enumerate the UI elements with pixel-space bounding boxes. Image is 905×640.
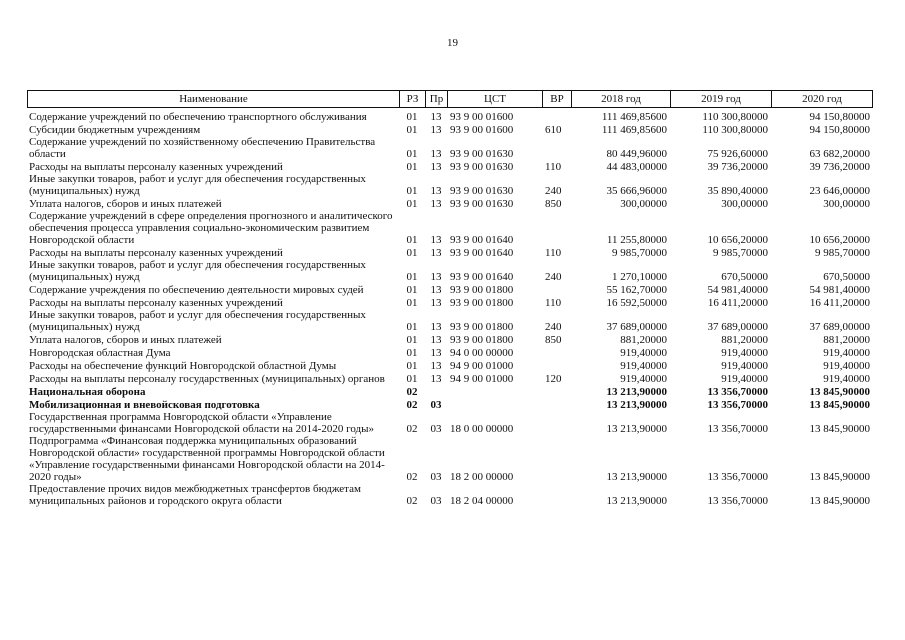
table-row (27, 411, 873, 435)
cell-cst: 93 9 00 01640 (450, 247, 514, 259)
cell-name: Расходы на обеспечение функций Новгородской областной Думы (29, 360, 337, 372)
cell-2020: 37 689,00000 (809, 321, 870, 333)
cell-name: Содержание учреждения по обеспечению деятельности мировых судей (29, 284, 364, 296)
cell-cst: 94 9 00 01000 (450, 373, 514, 385)
cell-cst: 93 9 00 01800 (450, 297, 514, 309)
table-row (27, 110, 873, 123)
cell-pr: 03 (430, 495, 442, 507)
page-number: 19 (447, 37, 458, 49)
cell-rz: 02 (406, 386, 418, 398)
cell-pr: 03 (430, 399, 442, 411)
cell-2020: 16 411,20000 (809, 297, 870, 309)
table-row (27, 173, 873, 197)
cell-2019: 300,00000 (721, 198, 768, 210)
cell-name: Содержание учреждений в сфере определения прогнозного и аналитического обеспечения процесса управления социально-экономическим развитием Новгородской области (29, 210, 393, 246)
cell-2020: 919,40000 (823, 373, 870, 385)
cell-pr: 13 (430, 334, 442, 346)
cell-2018: 9 985,70000 (612, 247, 667, 259)
cell-rz: 01 (406, 347, 418, 359)
cell-name: Иные закупки товаров, работ и услуг для обеспечения государственных (муниципальных) нужд (29, 173, 366, 197)
cell-cst: 94 9 00 01000 (450, 360, 514, 372)
header-name: Наименование (27, 91, 399, 107)
cell-2019: 13 356,70000 (707, 471, 768, 483)
cell-name: Расходы на выплаты персоналу казенных учреждений (29, 161, 283, 173)
header-2019: 2019 год (670, 91, 771, 107)
cell-2018: 37 689,00000 (606, 321, 667, 333)
cell-2019: 919,40000 (721, 360, 768, 372)
table-header-row (27, 90, 873, 108)
cell-2019: 881,20000 (721, 334, 768, 346)
table-row (27, 160, 873, 173)
cell-2019: 13 356,70000 (707, 495, 768, 507)
table-row (27, 246, 873, 259)
cell-pr: 13 (430, 297, 442, 309)
cell-vr: 110 (545, 297, 562, 309)
table-row (27, 483, 873, 507)
cell-2019: 670,50000 (721, 271, 768, 283)
cell-pr: 13 (430, 124, 442, 136)
cell-2020: 919,40000 (823, 360, 870, 372)
table-row (27, 372, 873, 385)
cell-name: Иные закупки товаров, работ и услуг для обеспечения государственных (муниципальных) нужд (29, 259, 366, 283)
cell-rz: 01 (406, 334, 418, 346)
budget-table (27, 90, 873, 507)
header-vr: ВР (542, 91, 571, 107)
cell-2020: 23 646,00000 (809, 185, 870, 197)
cell-cst: 93 9 00 01800 (450, 321, 514, 333)
cell-2018: 35 666,96000 (606, 185, 667, 197)
cell-cst: 93 9 00 01630 (450, 161, 514, 173)
cell-rz: 01 (406, 111, 418, 123)
cell-name: Расходы на выплаты персоналу государственных (муниципальных) органов (29, 373, 385, 385)
cell-rz: 01 (406, 360, 418, 372)
cell-2019: 919,40000 (721, 373, 768, 385)
cell-rz: 01 (406, 284, 418, 296)
cell-2019: 10 656,20000 (707, 234, 768, 246)
cell-2020: 10 656,20000 (809, 234, 870, 246)
cell-rz: 01 (406, 148, 418, 160)
cell-2018: 80 449,96000 (606, 148, 667, 160)
table-row (27, 259, 873, 283)
cell-name: Подпрограмма «Финансовая поддержка муниципальных образований Новгородской области» государственной программы Новгородской области «Управление государственными финансами Новгородской области на 2014-2020 годы» (29, 435, 385, 483)
cell-2019: 9 985,70000 (713, 247, 768, 259)
cell-name: Содержание учреждений по обеспечению транспортного обслуживания (29, 111, 367, 123)
cell-rz: 02 (406, 495, 418, 507)
table-row (27, 346, 873, 359)
table-row (27, 296, 873, 309)
cell-2018: 919,40000 (620, 373, 667, 385)
cell-name: Субсидии бюджетным учреждениям (29, 124, 201, 136)
cell-2018: 13 213,90000 (606, 423, 667, 435)
cell-vr: 850 (545, 334, 562, 346)
table-row (27, 398, 873, 411)
cell-name: Расходы на выплаты персоналу казенных учреждений (29, 247, 283, 259)
table-row (27, 309, 873, 333)
cell-name: Расходы на выплаты персоналу казенных учреждений (29, 297, 283, 309)
table-row (27, 359, 873, 372)
table-row (27, 283, 873, 296)
cell-2018: 11 255,80000 (606, 234, 667, 246)
cell-vr: 240 (545, 321, 562, 333)
cell-name: Мобилизационная и вневойсковая подготовка (29, 399, 260, 411)
cell-pr: 13 (430, 185, 442, 197)
header-2018: 2018 год (571, 91, 670, 107)
cell-vr: 110 (545, 161, 562, 173)
cell-2019: 110 300,80000 (702, 111, 768, 123)
cell-pr: 13 (430, 247, 442, 259)
cell-2019: 75 926,60000 (707, 148, 768, 160)
table-row (27, 136, 873, 160)
cell-pr: 13 (430, 198, 442, 210)
cell-2020: 9 985,70000 (815, 247, 870, 259)
cell-2019: 16 411,20000 (707, 297, 768, 309)
cell-vr: 110 (545, 247, 562, 259)
cell-2020: 13 845,90000 (809, 423, 870, 435)
cell-2018: 1 270,10000 (612, 271, 667, 283)
cell-cst: 18 2 00 00000 (450, 471, 514, 483)
cell-2019: 54 981,40000 (707, 284, 768, 296)
cell-cst: 18 2 04 00000 (450, 495, 514, 507)
cell-name: Уплата налогов, сборов и иных платежей (29, 334, 222, 346)
cell-2018: 300,00000 (620, 198, 667, 210)
cell-cst: 18 0 00 00000 (450, 423, 514, 435)
cell-pr: 13 (430, 321, 442, 333)
table-row (27, 385, 873, 398)
cell-pr: 13 (430, 373, 442, 385)
cell-rz: 01 (406, 321, 418, 333)
cell-name: Уплата налогов, сборов и иных платежей (29, 198, 222, 210)
cell-vr: 240 (545, 185, 562, 197)
cell-2019: 37 689,00000 (707, 321, 768, 333)
cell-2020: 94 150,80000 (809, 111, 870, 123)
cell-cst: 93 9 00 01640 (450, 234, 514, 246)
cell-2020: 13 845,90000 (809, 471, 870, 483)
cell-rz: 02 (406, 423, 418, 435)
cell-cst: 93 9 00 01630 (450, 148, 514, 160)
cell-cst: 93 9 00 01800 (450, 284, 514, 296)
table-row (27, 333, 873, 346)
cell-cst: 93 9 00 01600 (450, 111, 514, 123)
cell-2020: 13 845,90000 (809, 386, 870, 398)
cell-name: Содержание учреждений по хозяйственному обеспечению Правительства области (29, 136, 376, 160)
cell-2018: 13 213,90000 (606, 386, 667, 398)
header-rz: РЗ (399, 91, 425, 107)
cell-2019: 13 356,70000 (707, 423, 768, 435)
cell-rz: 02 (406, 471, 418, 483)
cell-name: Государственная программа Новгородской области «Управление государственными финансами Новгородской области на 2014-2020 годы» (29, 411, 374, 435)
cell-vr: 610 (545, 124, 562, 136)
cell-2020: 63 682,20000 (809, 148, 870, 160)
cell-name: Предоставление прочих видов межбюджетных трансфертов бюджетам муниципальных районов и городского округа области (29, 483, 361, 507)
cell-2018: 44 483,00000 (606, 161, 667, 173)
cell-pr: 13 (430, 284, 442, 296)
table-row (27, 123, 873, 136)
cell-rz: 01 (406, 234, 418, 246)
cell-name: Иные закупки товаров, работ и услуг для обеспечения государственных (муниципальных) нужд (29, 309, 366, 333)
cell-2018: 919,40000 (620, 347, 667, 359)
cell-cst: 93 9 00 01630 (450, 198, 514, 210)
cell-2019: 110 300,80000 (702, 124, 768, 136)
cell-pr: 03 (430, 471, 442, 483)
cell-pr: 13 (430, 111, 442, 123)
cell-pr: 13 (430, 234, 442, 246)
table-row (27, 210, 873, 246)
cell-2019: 13 356,70000 (707, 399, 768, 411)
cell-2020: 94 150,80000 (809, 124, 870, 136)
cell-pr: 13 (430, 271, 442, 283)
cell-2018: 111 469,85600 (601, 111, 667, 123)
cell-cst: 93 9 00 01630 (450, 185, 514, 197)
cell-2019: 35 890,40000 (707, 185, 768, 197)
cell-pr: 13 (430, 161, 442, 173)
cell-rz: 01 (406, 198, 418, 210)
cell-2020: 13 845,90000 (809, 495, 870, 507)
cell-2018: 16 592,50000 (606, 297, 667, 309)
cell-2019: 919,40000 (721, 347, 768, 359)
cell-vr: 120 (545, 373, 562, 385)
cell-rz: 01 (406, 247, 418, 259)
cell-pr: 13 (430, 360, 442, 372)
cell-rz: 01 (406, 297, 418, 309)
cell-rz: 01 (406, 185, 418, 197)
cell-2018: 55 162,70000 (606, 284, 667, 296)
cell-cst: 94 0 00 00000 (450, 347, 514, 359)
cell-2018: 13 213,90000 (606, 399, 667, 411)
cell-2020: 39 736,20000 (809, 161, 870, 173)
cell-pr: 13 (430, 347, 442, 359)
cell-rz: 02 (406, 399, 418, 411)
cell-pr: 13 (430, 148, 442, 160)
cell-2020: 13 845,90000 (809, 399, 870, 411)
cell-name: Новгородская областная Дума (29, 347, 171, 359)
cell-2018: 881,20000 (620, 334, 667, 346)
cell-name: Национальная оборона (29, 386, 146, 398)
header-pr: Пр (425, 91, 447, 107)
cell-pr: 03 (430, 423, 442, 435)
cell-rz: 01 (406, 271, 418, 283)
cell-2020: 919,40000 (823, 347, 870, 359)
cell-vr: 850 (545, 198, 562, 210)
cell-2020: 881,20000 (823, 334, 870, 346)
cell-cst: 93 9 00 01800 (450, 334, 514, 346)
header-cst: ЦСТ (447, 91, 542, 107)
cell-2020: 670,50000 (823, 271, 870, 283)
table-row (27, 197, 873, 210)
cell-2020: 300,00000 (823, 198, 870, 210)
table-body (27, 108, 873, 507)
header-2020: 2020 год (771, 91, 873, 107)
cell-2019: 39 736,20000 (707, 161, 768, 173)
cell-cst: 93 9 00 01640 (450, 271, 514, 283)
cell-2018: 13 213,90000 (606, 471, 667, 483)
cell-2019: 13 356,70000 (707, 386, 768, 398)
cell-2018: 919,40000 (620, 360, 667, 372)
table-row (27, 435, 873, 483)
cell-rz: 01 (406, 161, 418, 173)
cell-2018: 111 469,85600 (601, 124, 667, 136)
cell-rz: 01 (406, 124, 418, 136)
cell-2018: 13 213,90000 (606, 495, 667, 507)
cell-rz: 01 (406, 373, 418, 385)
cell-cst: 93 9 00 01600 (450, 124, 514, 136)
cell-2020: 54 981,40000 (809, 284, 870, 296)
cell-vr: 240 (545, 271, 562, 283)
